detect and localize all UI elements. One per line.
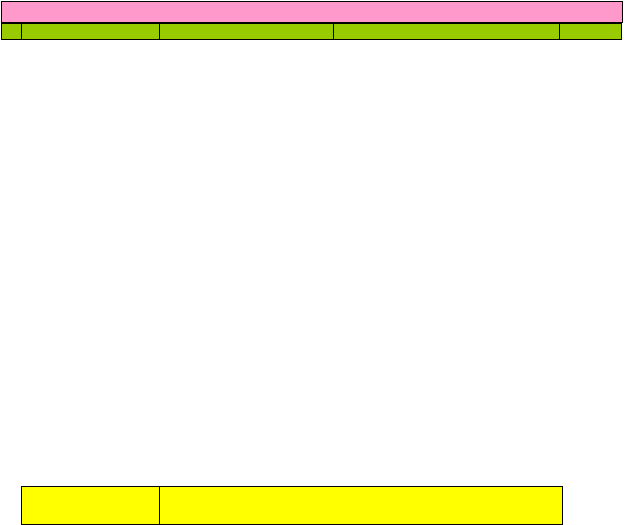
header-participation-count[interactable] (334, 24, 560, 40)
notice-message (160, 487, 562, 524)
header-paid[interactable] (560, 24, 622, 40)
members-table (1, 23, 622, 40)
sheet-title (1, 1, 623, 23)
header-member-name[interactable] (22, 24, 160, 40)
header-registration-date[interactable] (160, 24, 334, 40)
important-notice (21, 486, 563, 525)
header-row (2, 24, 622, 40)
notice-label (22, 487, 160, 524)
header-number[interactable] (2, 24, 22, 40)
